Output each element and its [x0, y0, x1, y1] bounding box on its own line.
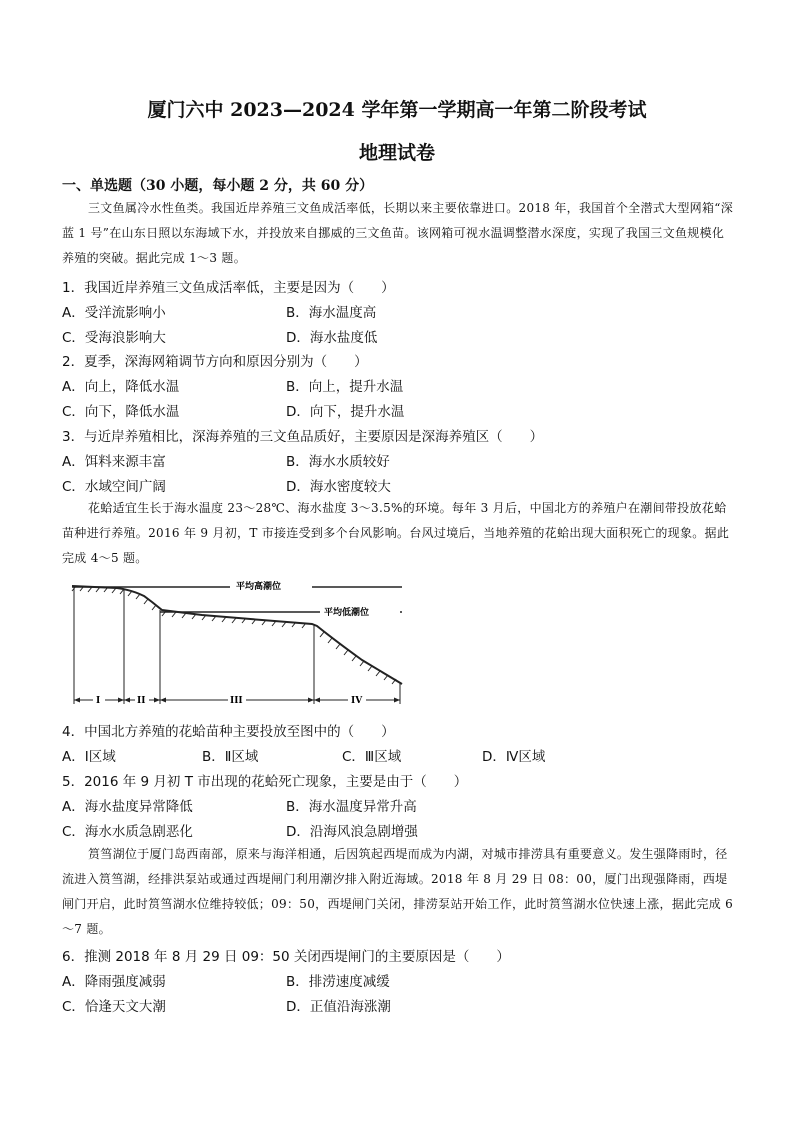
q4-option-c: C．Ⅲ区域: [342, 749, 402, 765]
q3-option-c: C．水域空间广阔: [62, 479, 166, 495]
q6-option-d: D．正值沿海涨潮: [286, 999, 391, 1015]
q4-option-a: A．Ⅰ区域: [62, 749, 116, 765]
q5-option-b: B．海水温度异常升高: [286, 799, 417, 815]
passage-1: 三文鱼属冷水性鱼类。我国近岸养殖三文鱼成活率低，长期以来主要依靠进口。2018 年，我国首个全潜式大型网箱“深蓝 1 号”在山东日照以东海域下水，并投放来自挪威的三文鱼苗。该网箱可视水温调整潜水深度，实现了我国三文鱼规模化养殖的突破。据此完成 1～3 题。: [62, 201, 733, 265]
q3-option-a: A．饵料来源丰富: [62, 454, 166, 470]
question-5: 5．2016 年 9 月初 T 市出现的花蛤死亡现象，主要是由于（ ）: [62, 774, 468, 790]
exam-title: 厦门六中 2023—2024 学年第一学期高一年第二阶段考试: [147, 99, 647, 121]
q6-option-a: A．降雨强度减弱: [62, 974, 166, 990]
question-2: 2．夏季，深海网箱调节方向和原因分别为（ ）: [62, 354, 368, 370]
zone-boundaries: [74, 586, 400, 704]
low-tide-label: 平均低潮位: [324, 608, 370, 618]
q1-option-b: B．海水温度高: [286, 305, 377, 321]
q1-option-d: D．海水盐度低: [286, 330, 378, 346]
high-tide-label: 平均高潮位: [236, 582, 282, 592]
question-3: 3．与近岸养殖相比，深海养殖的三文鱼品质好，主要原因是深海养殖区（ ）: [62, 429, 544, 445]
section-heading: 一、单选题（30 小题，每小题 2 分，共 60 分）: [62, 178, 374, 194]
q5-option-d: D．沿海风浪急剧增强: [286, 824, 418, 840]
zone-label-2: II: [137, 696, 146, 706]
q3-option-d: D．海水密度较大: [286, 479, 391, 495]
q6-option-b: B．排涝速度减缓: [286, 974, 390, 990]
q2-option-d: D．向下，提升水温: [286, 404, 405, 420]
q5-option-c: C．海水水质急剧恶化: [62, 824, 193, 840]
q6-option-c: C．恰逢天文大潮: [62, 999, 166, 1015]
question-6: 6．推测 2018 年 8 月 29 日 09：50 关闭西堤闸门的主要原因是（ ）: [62, 949, 510, 965]
q1-option-a: A．受洋流影响小: [62, 305, 166, 321]
q4-option-b: B．Ⅱ区域: [202, 749, 259, 765]
q2-option-b: B．向上，提升水温: [286, 379, 404, 395]
question-1: 1．我国近岸养殖三文鱼成活率低，主要是因为（ ）: [62, 280, 395, 296]
q2-option-a: A．向上，降低水温: [62, 379, 180, 395]
subject-title: 地理试卷: [358, 142, 435, 164]
zone-label-1: I: [96, 696, 101, 706]
zone-label-4: IV: [351, 696, 363, 706]
q5-option-a: A．海水盐度异常降低: [62, 799, 193, 815]
q4-option-d: D．Ⅳ区域: [482, 749, 546, 765]
q1-option-c: C．受海浪影响大: [62, 330, 166, 346]
passage-2: 花蛤适宜生长于海水温度 23～28℃、海水盐度 3～3.5%的环境。每年 3 月后，中国北方的养殖户在潮间带投放花蛤苗种进行养殖。2016 年 9 月初，T 市接连受到多个台风影响。台风过境后，当地养殖的花蛤出现大面积死亡的现象。据此完成 4～5 题。: [62, 501, 730, 565]
question-4: 4．中国北方养殖的花蛤苗种主要投放至图中的（ ）: [62, 724, 395, 740]
q3-option-b: B．海水水质较好: [286, 454, 390, 470]
q2-option-c: C．向下，降低水温: [62, 404, 180, 420]
passage-3: 筼筜湖位于厦门岛西南部，原来与海洋相通，后因筑起西堤而成为内湖，对城市排涝具有重要意义。发生强降雨时，径流进入筼筜湖，经排洪泵站或通过西堤闸门利用潮汐排入附近海域。2018 年 8 月 29 日 08：00，厦门出现强降雨，西堤闸门开启，此时筼筜湖水位维持较低；09：50，西堤闸门关闭，排涝泵站开始工作，此时筼筜湖水位快速上涨，据此完成 6～7 题。: [62, 847, 734, 936]
seabed-profile: [72, 586, 402, 684]
zone-label-3: III: [230, 696, 243, 706]
seabed-hatching: [72, 586, 396, 684]
tidal-zone-diagram: [62, 572, 412, 712]
